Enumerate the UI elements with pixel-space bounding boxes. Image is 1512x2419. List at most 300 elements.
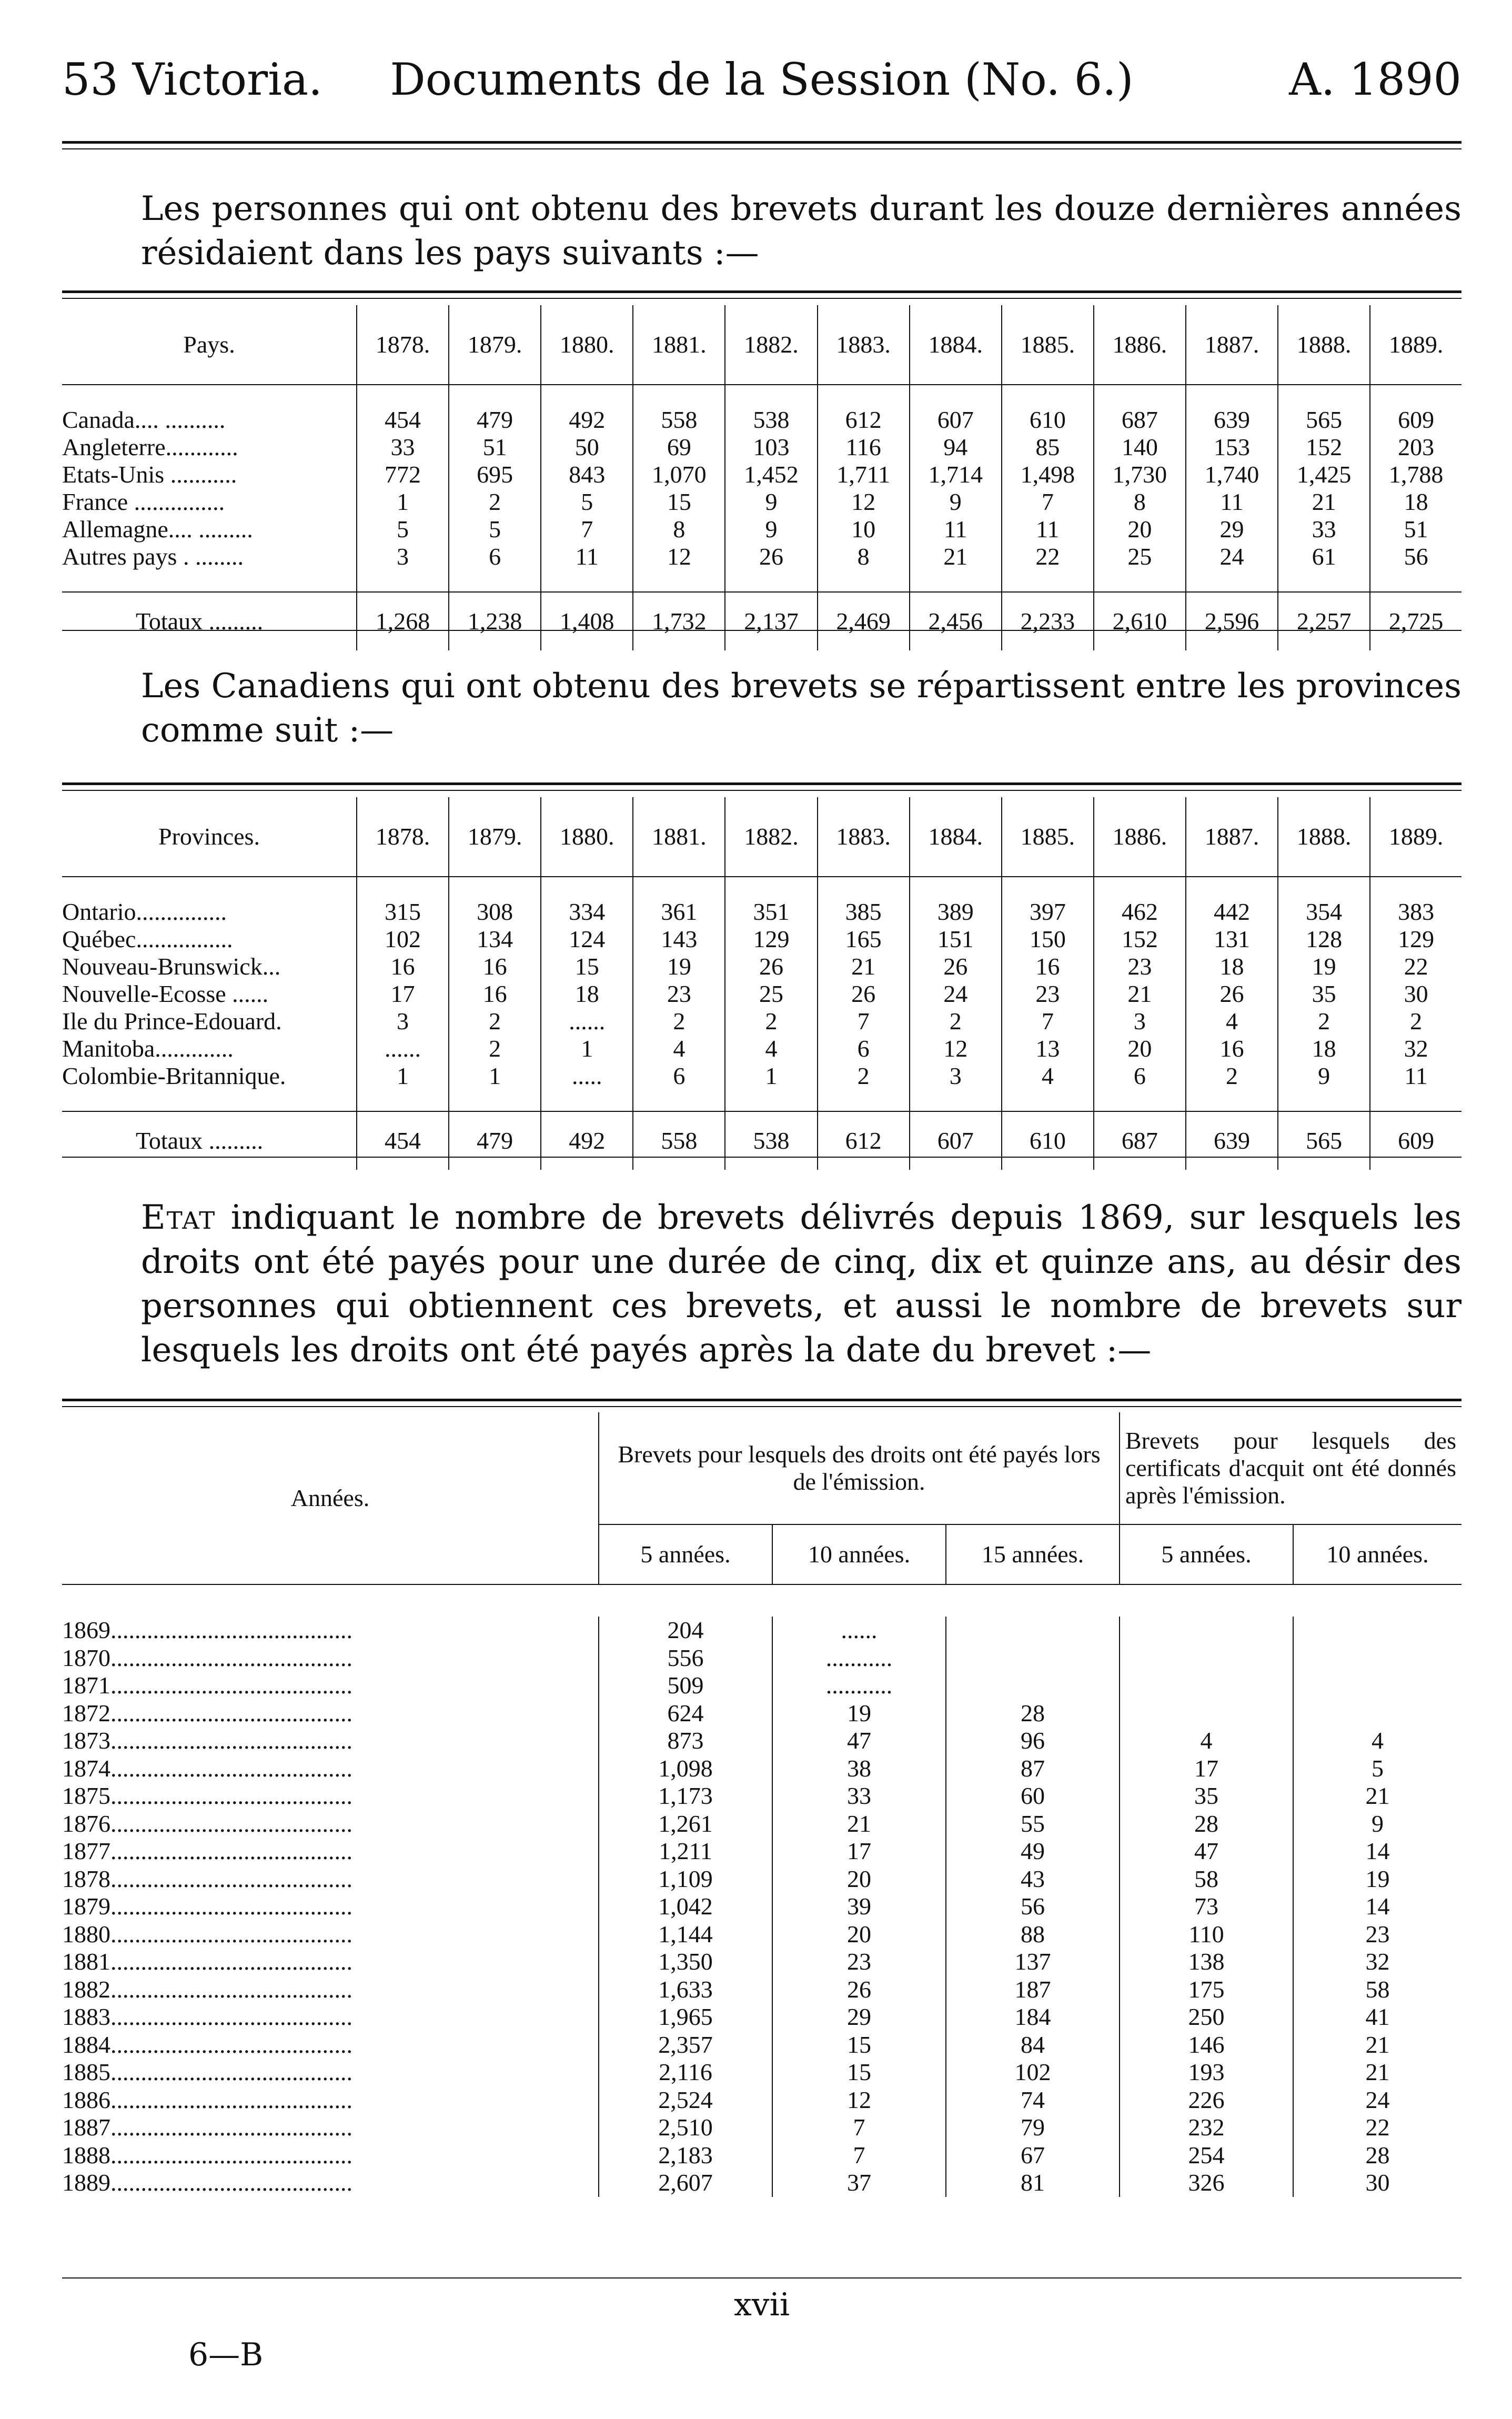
cell-value: ..... — [541, 1062, 633, 1090]
row-label: Ontario............... — [62, 898, 227, 925]
cell-value: 4 — [633, 1035, 725, 1062]
year-header: 1887. — [1186, 305, 1278, 385]
cell-value: 2 — [449, 1035, 541, 1062]
cell-value: 14 — [1293, 1893, 1461, 1921]
table-row — [62, 1617, 1461, 1644]
cell-value: 4 — [725, 1035, 817, 1062]
year-header: 1886. — [1094, 797, 1186, 877]
year-label: 1876........................................ — [62, 1810, 352, 1837]
year-header: 1889. — [1370, 305, 1461, 385]
cell-value: 11 — [541, 543, 633, 570]
spacer-row — [62, 1584, 1461, 1617]
year-label: 1881........................................ — [62, 1948, 352, 1975]
cell-value — [1293, 1700, 1461, 1728]
cell-value: 462 — [1094, 898, 1186, 926]
year-label: 1875........................................ — [62, 1782, 352, 1810]
cell-value: 23 — [1293, 1921, 1461, 1949]
cell-value: 12 — [633, 543, 725, 570]
cell-value: 7 — [772, 2114, 946, 2142]
table1-bottom-rule — [62, 630, 1461, 631]
cell-value: 25 — [725, 980, 817, 1008]
sub-header: 10 années. — [772, 1524, 946, 1584]
cell-value: 58 — [1293, 1976, 1461, 2004]
total-value: 1,732 — [633, 592, 725, 650]
cell-value: 2,607 — [599, 2169, 772, 2197]
header-right: A. 1890 — [1289, 54, 1461, 105]
cell-value: 1,498 — [1002, 461, 1094, 488]
year-label: 1873........................................ — [62, 1727, 352, 1754]
cell-value — [946, 1644, 1120, 1672]
cell-value: 193 — [1120, 2059, 1293, 2086]
year-header: 1879. — [449, 797, 541, 877]
table1-top-rule — [62, 290, 1461, 293]
cell-value: 19 — [633, 953, 725, 980]
cell-value: 129 — [1370, 926, 1461, 953]
year-header: 1884. — [910, 797, 1002, 877]
cell-value: 492 — [541, 406, 633, 434]
year-header: 1888. — [1278, 305, 1370, 385]
cell-value — [1293, 1672, 1461, 1700]
cell-value: 8 — [818, 543, 910, 570]
cell-value: 1,042 — [599, 1893, 772, 1921]
year-label: 1883........................................ — [62, 2003, 352, 2031]
etat-lead: Etat — [141, 1198, 216, 1237]
totals-row — [62, 592, 1461, 650]
year-header: 1886. — [1094, 305, 1186, 385]
cell-value: 73 — [1120, 1893, 1293, 1921]
cell-value: 2 — [1370, 1008, 1461, 1035]
cell-value: 32 — [1370, 1035, 1461, 1062]
cell-value: 695 — [449, 461, 541, 488]
cell-value: 22 — [1293, 2114, 1461, 2142]
cell-value: 131 — [1186, 926, 1278, 953]
totals-label: Totaux ......... — [62, 1111, 357, 1170]
year-label: 1879........................................ — [62, 1893, 352, 1920]
table-row — [62, 1865, 1461, 1893]
cell-value: 1,109 — [599, 1865, 772, 1893]
cell-value: 47 — [1120, 1838, 1293, 1865]
cell-value: 4 — [1293, 1727, 1461, 1755]
total-value: 558 — [633, 1111, 725, 1170]
cell-value: 21 — [1293, 2059, 1461, 2086]
cell-value: 50 — [541, 434, 633, 461]
table-row — [62, 2031, 1461, 2059]
cell-value: 4 — [1120, 1727, 1293, 1755]
header-left: 53 Victoria. — [62, 54, 322, 105]
total-value: 2,233 — [1002, 592, 1094, 650]
table-row — [62, 1921, 1461, 1949]
year-header: 1887. — [1186, 797, 1278, 877]
cell-value: 5 — [357, 516, 449, 543]
total-value: 687 — [1094, 1111, 1186, 1170]
cell-value: 1,788 — [1370, 461, 1461, 488]
year-label: 1869........................................ — [62, 1617, 352, 1644]
row-label: Ile du Prince-Edouard. — [62, 1008, 282, 1035]
cell-value: 26 — [818, 980, 910, 1008]
cell-value: 5 — [541, 488, 633, 516]
cell-value: 204 — [599, 1617, 772, 1644]
cell-value — [1120, 1644, 1293, 1672]
cell-value: 326 — [1120, 2169, 1293, 2197]
cell-value: 85 — [1002, 434, 1094, 461]
row-label: Angleterre............ — [62, 434, 238, 460]
table-row — [62, 1755, 1461, 1783]
cell-value: ...... — [541, 1008, 633, 1035]
cell-value: 308 — [449, 898, 541, 926]
cell-value: 6 — [633, 1062, 725, 1090]
cell-value: 49 — [946, 1838, 1120, 1865]
table-row — [62, 1008, 1461, 1035]
cell-value: 21 — [910, 543, 1002, 570]
year-header: 1883. — [818, 797, 910, 877]
cell-value: 17 — [357, 980, 449, 1008]
cell-value: 21 — [1278, 488, 1370, 516]
cell-value: 26 — [725, 953, 817, 980]
cell-value: 29 — [1186, 516, 1278, 543]
cell-value: 35 — [1120, 1782, 1293, 1810]
cell-value: 140 — [1094, 434, 1186, 461]
cell-value: 39 — [772, 1893, 946, 1921]
total-value: 2,137 — [725, 592, 817, 650]
cell-value: 6 — [1094, 1062, 1186, 1090]
total-value: 1,268 — [357, 592, 449, 650]
cell-value — [946, 1617, 1120, 1644]
signature-mark: 6—B — [188, 2336, 264, 2373]
cell-value: 152 — [1278, 434, 1370, 461]
cell-value: 1 — [449, 1062, 541, 1090]
total-value: 565 — [1278, 1111, 1370, 1170]
cell-value: 9 — [725, 516, 817, 543]
cell-value: 128 — [1278, 926, 1370, 953]
cell-value: 232 — [1120, 2114, 1293, 2142]
cell-value: 20 — [772, 1865, 946, 1893]
cell-value: 6 — [449, 543, 541, 570]
table1-corner: Pays. — [62, 305, 357, 385]
cell-value: 254 — [1120, 2142, 1293, 2170]
cell-value: 1 — [357, 1062, 449, 1090]
cell-value: 28 — [1293, 2142, 1461, 2170]
cell-value: 1 — [357, 488, 449, 516]
cell-value: 7 — [818, 1008, 910, 1035]
total-value: 639 — [1186, 1111, 1278, 1170]
year-header: 1888. — [1278, 797, 1370, 877]
cell-value: 5 — [1293, 1755, 1461, 1783]
page-number: xvii — [733, 2286, 790, 2323]
cell-value: 2 — [1186, 1062, 1278, 1090]
cell-value: 8 — [1094, 488, 1186, 516]
table-row — [62, 1948, 1461, 1976]
row-label: Nouvelle-Ecosse ...... — [62, 980, 269, 1007]
cell-value: 21 — [1094, 980, 1186, 1008]
cell-value: 1,350 — [599, 1948, 772, 1976]
cell-value: 351 — [725, 898, 817, 926]
spacer-row — [62, 385, 1461, 406]
year-header: 1878. — [357, 797, 449, 877]
cell-value: 479 — [449, 406, 541, 434]
cell-value: 1 — [725, 1062, 817, 1090]
cell-value: 103 — [725, 434, 817, 461]
table-row — [62, 461, 1461, 488]
total-value: 1,408 — [541, 592, 633, 650]
table3-bottom-rule — [62, 2277, 1461, 2279]
cell-value: 772 — [357, 461, 449, 488]
year-label: 1888........................................ — [62, 2141, 352, 2169]
year-label: 1882........................................ — [62, 1975, 352, 2003]
year-header: 1889. — [1370, 797, 1461, 877]
cell-value: 4 — [1186, 1008, 1278, 1035]
total-value: 2,610 — [1094, 592, 1186, 650]
cell-value: 81 — [946, 2169, 1120, 2197]
cell-value: 18 — [541, 980, 633, 1008]
year-label: 1884........................................ — [62, 2031, 352, 2058]
cell-value: 23 — [1002, 980, 1094, 1008]
table-row — [62, 1700, 1461, 1728]
row-label: Canada.... .......... — [62, 406, 226, 433]
year-header: 1879. — [449, 305, 541, 385]
table3-corner: Années. — [62, 1412, 599, 1584]
cell-value: 187 — [946, 1976, 1120, 2004]
cell-value: 24 — [910, 980, 1002, 1008]
total-value: 492 — [541, 1111, 633, 1170]
header-rule-thin — [62, 148, 1461, 149]
cell-value: 4 — [1002, 1062, 1094, 1090]
table3-top-rule-thin — [62, 1406, 1461, 1407]
table2-bottom-rule — [62, 1157, 1461, 1158]
row-label: Allemagne.... ......... — [62, 516, 253, 543]
year-label: 1880........................................ — [62, 1920, 352, 1948]
cell-value: 7 — [1002, 488, 1094, 516]
year-header: 1881. — [633, 797, 725, 877]
table-row — [62, 2059, 1461, 2086]
cell-value: 454 — [357, 406, 449, 434]
cell-value: 1,173 — [599, 1782, 772, 1810]
cell-value: 33 — [772, 1782, 946, 1810]
cell-value: 30 — [1293, 2169, 1461, 2197]
cell-value: 55 — [946, 1810, 1120, 1838]
cell-value: 609 — [1370, 406, 1461, 434]
year-label: 1878........................................ — [62, 1865, 352, 1892]
cell-value: 6 — [818, 1035, 910, 1062]
cell-value: 33 — [357, 434, 449, 461]
year-header: 1881. — [633, 305, 725, 385]
cell-value: 2 — [449, 1008, 541, 1035]
table2-corner: Provinces. — [62, 797, 357, 877]
table-row — [62, 434, 1461, 461]
cell-value: 69 — [633, 434, 725, 461]
cell-value: 2 — [818, 1062, 910, 1090]
cell-value: 11 — [1370, 1062, 1461, 1090]
total-value: 2,257 — [1278, 592, 1370, 650]
cell-value: 538 — [725, 406, 817, 434]
cell-value — [946, 1672, 1120, 1700]
cell-value: 153 — [1186, 434, 1278, 461]
total-value: 2,469 — [818, 592, 910, 650]
cell-value: 1,965 — [599, 2003, 772, 2031]
sub-header: 15 années. — [946, 1524, 1120, 1584]
cell-value: 7 — [1002, 1008, 1094, 1035]
cell-value: 56 — [1370, 543, 1461, 570]
cell-value: 23 — [633, 980, 725, 1008]
cell-value: 110 — [1120, 1921, 1293, 1949]
cell-value: 7 — [772, 2142, 946, 2170]
cell-value: 7 — [541, 516, 633, 543]
cell-value: 639 — [1186, 406, 1278, 434]
cell-value: 1,452 — [725, 461, 817, 488]
cell-value: 1,711 — [818, 461, 910, 488]
spacer-row — [62, 877, 1461, 898]
sub-header: 5 années. — [599, 1524, 772, 1584]
cell-value: 79 — [946, 2114, 1120, 2142]
cell-value: 9 — [1293, 1810, 1461, 1838]
cell-value: 385 — [818, 898, 910, 926]
cell-value: 22 — [1370, 953, 1461, 980]
cell-value: 102 — [946, 2059, 1120, 2086]
cell-value: 32 — [1293, 1948, 1461, 1976]
cell-value: 26 — [910, 953, 1002, 980]
cell-value — [1293, 1644, 1461, 1672]
cell-value: 1 — [541, 1035, 633, 1062]
cell-value: 10 — [818, 516, 910, 543]
table-row — [62, 1035, 1461, 1062]
cell-value: 9 — [725, 488, 817, 516]
totals-row — [62, 1111, 1461, 1170]
cell-value: 25 — [1094, 543, 1186, 570]
table-row — [62, 516, 1461, 543]
totals-label: Totaux ......... — [62, 592, 357, 650]
running-header — [62, 51, 1461, 108]
cell-value: 21 — [1293, 1782, 1461, 1810]
cell-value: 41 — [1293, 2003, 1461, 2031]
table-row — [62, 1727, 1461, 1755]
cell-value: 124 — [541, 926, 633, 953]
year-header: 1885. — [1002, 305, 1094, 385]
header-center: Documents de la Session (No. 6.) — [390, 54, 1134, 105]
cell-value: 509 — [599, 1672, 772, 1700]
cell-value: 16 — [449, 953, 541, 980]
cell-value: 20 — [1094, 1035, 1186, 1062]
cell-value: 26 — [772, 1976, 946, 2004]
cell-value: 2 — [1278, 1008, 1370, 1035]
cell-value: 2,116 — [599, 2059, 772, 2086]
cell-value: 8 — [633, 516, 725, 543]
cell-value: 2,524 — [599, 2086, 772, 2114]
cell-value: 12 — [772, 2086, 946, 2114]
table-row — [62, 543, 1461, 570]
table-row — [62, 926, 1461, 953]
table-row — [62, 1976, 1461, 2004]
year-header: 1880. — [541, 797, 633, 877]
cell-value: 226 — [1120, 2086, 1293, 2114]
cell-value: 143 — [633, 926, 725, 953]
cell-value: 1,261 — [599, 1810, 772, 1838]
cell-value: 14 — [1293, 1838, 1461, 1865]
cell-value: 610 — [1002, 406, 1094, 434]
cell-value: 26 — [725, 543, 817, 570]
cell-value: 30 — [1370, 980, 1461, 1008]
cell-value: 56 — [946, 1893, 1120, 1921]
cell-value: 389 — [910, 898, 1002, 926]
cell-value: 94 — [910, 434, 1002, 461]
cell-value: 2,510 — [599, 2114, 772, 2142]
cell-value: 203 — [1370, 434, 1461, 461]
cell-value: 24 — [1186, 543, 1278, 570]
cell-value: 612 — [818, 406, 910, 434]
total-value: 2,456 — [910, 592, 1002, 650]
cell-value: 2,183 — [599, 2142, 772, 2170]
table-row — [62, 1838, 1461, 1865]
table-row — [62, 1810, 1461, 1838]
cell-value: 151 — [910, 926, 1002, 953]
table-row — [62, 488, 1461, 516]
cell-value: 3 — [357, 1008, 449, 1035]
table-provinces — [62, 797, 1461, 1170]
cell-value: 22 — [1002, 543, 1094, 570]
cell-value: 19 — [1293, 1865, 1461, 1893]
cell-value: 3 — [1094, 1008, 1186, 1035]
cell-value: 96 — [946, 1727, 1120, 1755]
year-label: 1874........................................ — [62, 1754, 352, 1782]
row-label: Manitoba............. — [62, 1035, 234, 1062]
cell-value: 607 — [910, 406, 1002, 434]
cell-value: 16 — [1186, 1035, 1278, 1062]
table3-top-rule — [62, 1399, 1461, 1401]
cell-value: 354 — [1278, 898, 1370, 926]
cell-value: 38 — [772, 1755, 946, 1783]
table3-group2: Brevets pour lesquels des certificats d'acquit ont été donnés après l'émission. — [1120, 1412, 1461, 1524]
cell-value: 20 — [772, 1921, 946, 1949]
table-annual-fees — [62, 1412, 1461, 2197]
total-value: 2,725 — [1370, 592, 1461, 650]
total-value: 612 — [818, 1111, 910, 1170]
cell-value: 16 — [357, 953, 449, 980]
cell-value: 138 — [1120, 1948, 1293, 1976]
header-rule — [62, 141, 1461, 144]
cell-value: 21 — [772, 1810, 946, 1838]
cell-value: 873 — [599, 1727, 772, 1755]
cell-value: 1,098 — [599, 1755, 772, 1783]
cell-value: 3 — [910, 1062, 1002, 1090]
cell-value: 116 — [818, 434, 910, 461]
total-value: 607 — [910, 1111, 1002, 1170]
cell-value: 47 — [772, 1727, 946, 1755]
total-value: 538 — [725, 1111, 817, 1170]
year-header: 1880. — [541, 305, 633, 385]
cell-value: 33 — [1278, 516, 1370, 543]
cell-value: 165 — [818, 926, 910, 953]
cell-value: 84 — [946, 2031, 1120, 2059]
total-value: 610 — [1002, 1111, 1094, 1170]
cell-value: 687 — [1094, 406, 1186, 434]
year-label: 1877........................................ — [62, 1838, 352, 1865]
cell-value: 150 — [1002, 926, 1094, 953]
cell-value: 11 — [1002, 516, 1094, 543]
row-label: Autres pays . ........ — [62, 543, 244, 570]
table1-top-rule-thin — [62, 298, 1461, 299]
cell-value: 1,633 — [599, 1976, 772, 2004]
row-label: Nouveau-Brunswick... — [62, 953, 281, 980]
cell-value: 51 — [449, 434, 541, 461]
spacer-row — [62, 570, 1461, 592]
cell-value: 1,730 — [1094, 461, 1186, 488]
cell-value: 2,357 — [599, 2031, 772, 2059]
cell-value: 565 — [1278, 406, 1370, 434]
cell-value: 1,144 — [599, 1921, 772, 1949]
cell-value: 58 — [1120, 1865, 1293, 1893]
etat-paragraph — [62, 1196, 1461, 1372]
cell-value: 16 — [1002, 953, 1094, 980]
year-label: 1872........................................ — [62, 1699, 352, 1727]
cell-value: 442 — [1186, 898, 1278, 926]
